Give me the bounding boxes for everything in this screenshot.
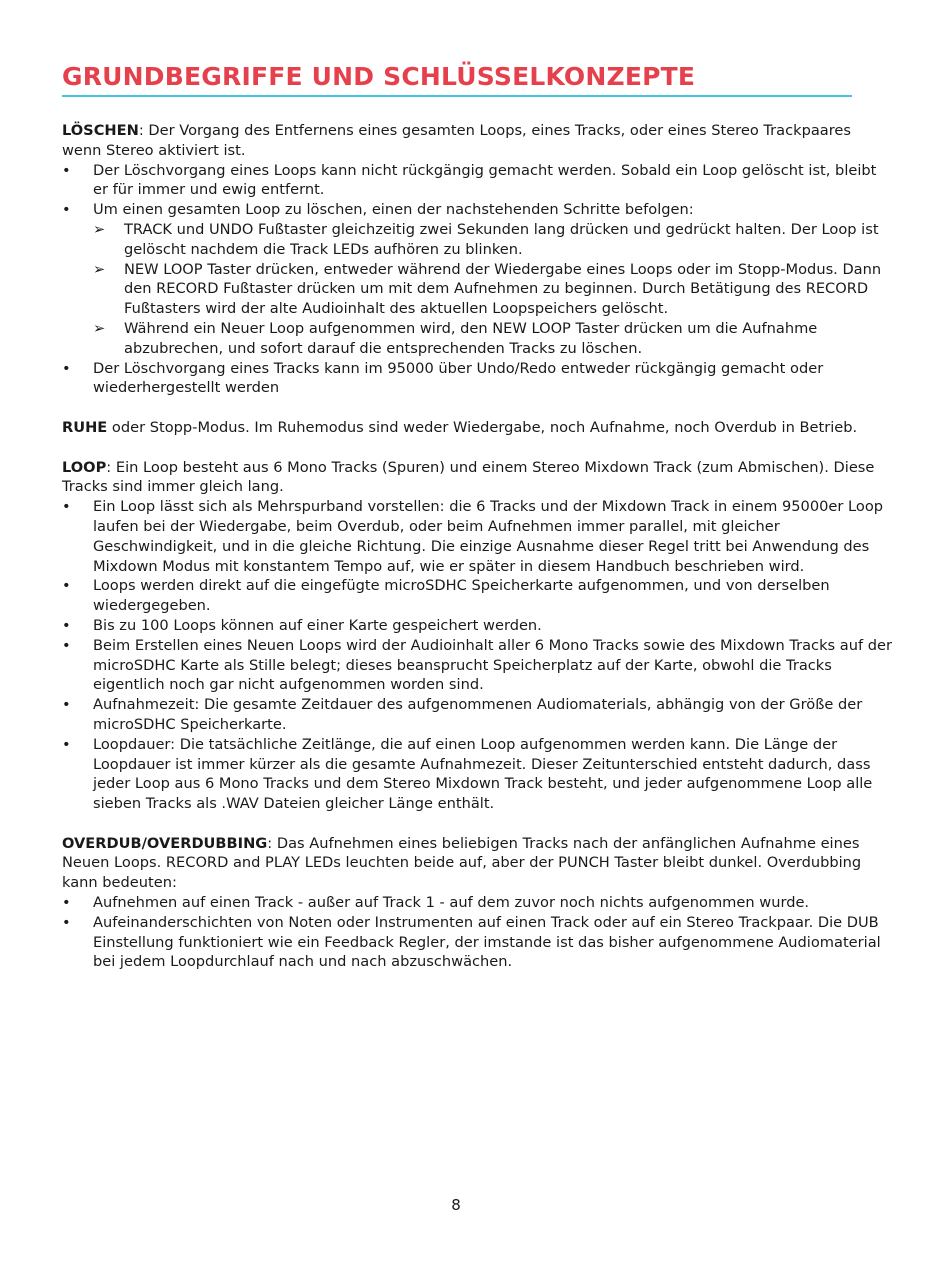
section-overdub [62,834,892,973]
term-loop: LOOP [62,458,107,476]
section-ruhe [62,418,892,438]
list-item: • Beim Erstellen eines Neuen Loops wird der Audioinhalt aller 6 Mono Tracks sowie des Mixdown Tracks auf der microSDHC Karte als Stille belegt; dieses beansprucht Speicherplatz auf der Karte, obwohl die Tracks eigentlich noch gar nicht aufgenommen worden sind. [62,636,892,695]
list-item: • Aufeinanderschichten von Noten oder Instrumenten auf einen Track oder auf ein Stereo Trackpaar. Die DUB Einstellung funktioniert wie ein Feedback Regler, der imstande ist das bisher aufgenommene Audiomaterial bei jedem Loopdurchlauf nach und nach abzuschwächen. [62,913,892,972]
bullet-list [62,497,892,814]
definition-overdub [62,834,892,893]
definition-text: oder Stopp-Modus. Im Ruhemodus sind weder Wiedergabe, noch Aufnahme, noch Overdub in Betrieb. [107,418,858,436]
definition-ruhe [62,418,892,438]
list-item: • Bis zu 100 Loops können auf einer Karte gespeichert werden. [62,616,892,636]
list-item: • Aufnehmen auf einen Track - außer auf Track 1 - auf dem zuvor noch nichts aufgenommen wurde. [62,893,892,913]
list-item: • Der Löschvorgang eines Loops kann nicht rückgängig gemacht werden. Sobald ein Loop gelöscht ist, bleibt er für immer und ewig entfernt. [62,161,892,201]
section-loop [62,458,892,814]
definition-loeschen [62,121,892,161]
definition-text: : Der Vorgang des Entfernens eines gesamten Loops, eines Tracks, oder eines Stereo Trackpaares wenn Stereo aktiviert ist. [62,122,852,159]
step-item [93,319,892,359]
bullet-list [62,161,892,399]
list-item [62,200,892,358]
list-item: • Aufnahmezeit: Die gesamte Zeitdauer des aufgenommenen Audiomaterials, abhängig von der Größe der microSDHC Speicherkarte. [62,695,892,735]
list-item: • Loops werden direkt auf die eingefügte microSDHC Speicherkarte aufgenommen, und von derselben wiedergegeben. [62,576,892,616]
step-text: NEW LOOP Taster drücken, entweder während der Wiedergabe eines Loops oder im Stopp-Modus. Dann den RECORD Fußtaster drücken um mit dem Aufnehmen zu beginnen. Durch Betätigung des RECORD Fußtasters wird der alte Audioinhalt des aktuellen Loopspeichers gelöscht. [124,260,882,318]
document-page [62,62,892,992]
step-item [93,220,892,260]
step-text: Während ein Neuer Loop aufgenommen wird, den NEW LOOP Taster drücken um die Aufnahme abzubrechen, und sofort darauf die entsprechenden Tracks zu löschen. [124,319,818,357]
arrow-icon: ➢ [93,220,106,238]
term-loeschen: LÖSCHEN [62,122,139,139]
arrow-icon: ➢ [93,319,106,337]
list-item-text: Um einen gesamten Loop zu löschen, einen der nachstehenden Schritte befolgen: [93,201,694,219]
term-ruhe: RUHE [62,418,108,436]
page-number: 8 [451,1196,461,1214]
definition-text: : Das Aufnehmen eines beliebigen Tracks nach der anfänglichen Aufnahme eines Neuen Loops. RECORD and PLAY LEDs leuchten beide auf, aber der PUNCH Taster bleibt dunkel. Overdubbing kann bedeuten: [62,834,862,892]
step-item [93,260,892,319]
list-item: • Loopdauer: Die tatsächliche Zeitlänge, die auf einen Loop aufgenommen werden kann. Die Länge der Loopdauer ist immer kürzer als die gesamte Aufnahmezeit. Dieser Zeitunterschied entsteht dadurch, dass jeder Loop aus 6 Mono Tracks und dem Stereo Mixdown Track besteht, und jeder aufgenommene Loop alle sieben Tracks als .WAV Dateien gleicher Länge enthält. [62,735,892,814]
list-item: • Ein Loop lässt sich als Mehrspurband vorstellen: die 6 Tracks und der Mixdown Track in einem 95000er Loop laufen bei der Wiedergabe, beim Overdub, oder beim Aufnehmen immer parallel, mit gleicher Geschwindigkeit, und in die gleiche Richtung. Die einzige Ausnahme dieser Regel tritt bei Anwendung des Mixdown Modus mit konstantem Tempo auf, wie er später in diesem Handbuch beschrieben wird. [62,497,892,576]
section-loeschen [62,121,892,398]
arrow-icon: ➢ [93,260,106,278]
step-list [93,220,892,359]
definition-text: : Ein Loop besteht aus 6 Mono Tracks (Spuren) und einem Stereo Mixdown Track (zum Abmischen). Diese Tracks sind immer gleich lang. [62,458,875,496]
bullet-list [62,893,892,972]
page-title: GRUNDBEGRIFFE UND SCHLÜSSELKONZEPTE [62,62,852,97]
page-content [62,121,892,972]
list-item: • Der Löschvorgang eines Tracks kann im 95000 über Undo/Redo entweder rückgängig gemacht oder wiederhergestellt werden [62,359,892,399]
step-text: TRACK und UNDO Fußtaster gleichzeitig zwei Sekunden lang drücken und gedrückt halten. Der Loop ist gelöscht nachdem die Track LEDs aufhören zu blinken. [124,220,879,258]
term-overdub: OVERDUB/OVERDUBBING [62,834,268,852]
definition-loop [62,458,892,498]
